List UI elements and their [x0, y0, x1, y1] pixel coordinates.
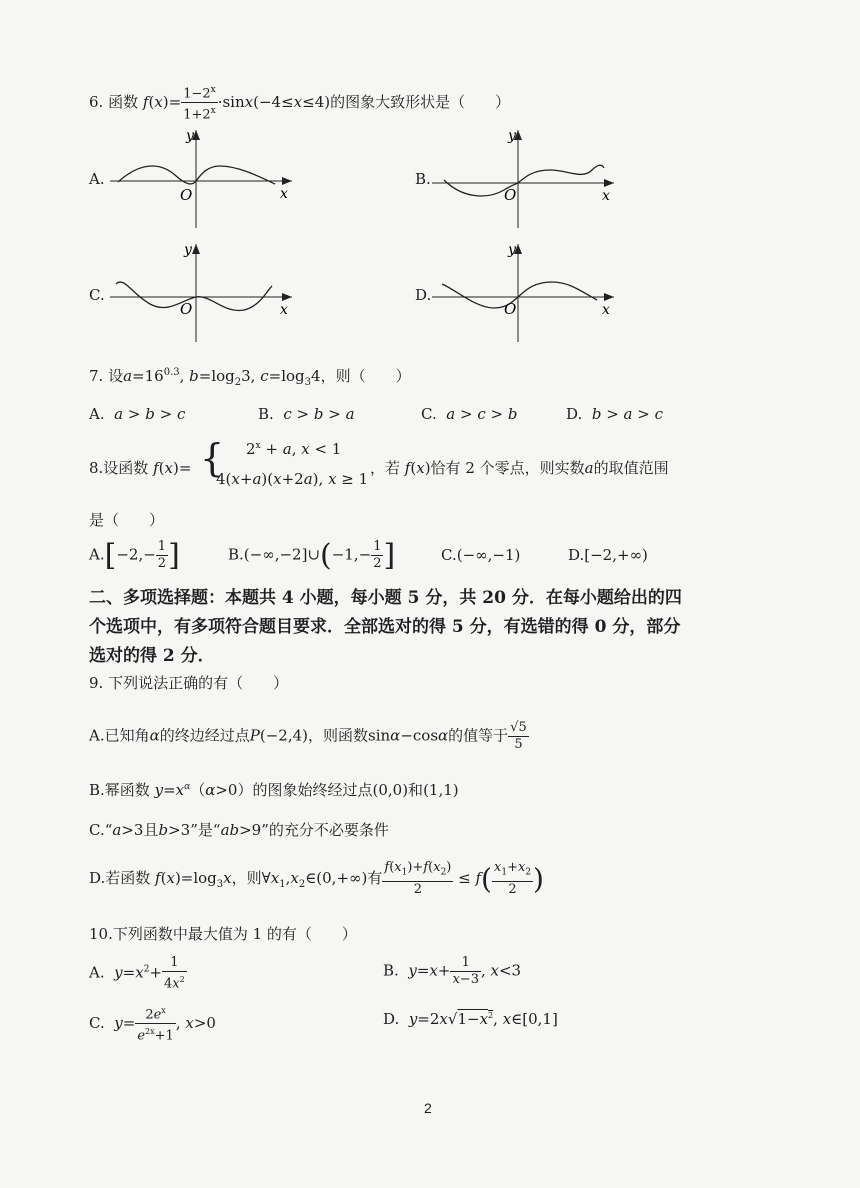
section2-line1: 二、多项选择题：本题共 4 小题，每小题 5 分，共 20 分．在每小题给出的四	[89, 588, 682, 608]
q8-option-c: C.(−∞,−1)	[441, 546, 521, 564]
q8-case-2: 4(x+a)(x+2a), x ≥ 1	[216, 470, 369, 488]
q9-option-b: B.幂函数 $y=x^\alpha(\alpha>0)$的图象始终经过点(0,0)和(1,1)	[89, 781, 459, 799]
origin-label: O	[180, 300, 193, 318]
q6-option-c-label: C.	[89, 286, 105, 304]
section2-line3: 选对的得 2 分．	[89, 646, 215, 666]
q9-option-d: D.若函数 $f(x)=\log_3x$，则$\forall x_1,x_2\in(0,+\infty)$有 $\frac{f(x_1)+f(x_2)}{2}$ ≤ f( $\frac{x_1+x_2}{2}$ )	[89, 860, 544, 897]
q6-stem: 6. 函数 f(x)= $\frac{1-2^x}{1+2^x}$ ·sinx(−4≤x≤4)的图象大致形状是（ ）	[89, 82, 510, 124]
x-arrow-icon	[604, 179, 614, 187]
x-axis-label: x	[602, 188, 610, 204]
y-axis-label: y	[508, 242, 516, 258]
q10-option-c: C. y= $\frac{2e^x}{e^{2x}+1}$ , x>0	[89, 1003, 216, 1045]
q8-option-d: D.[−2,+∞)	[568, 546, 648, 564]
q8-stem-pre: 8.设函数 f(x)=	[89, 459, 192, 477]
q9-stem: 9. 下列说法正确的有（ ）	[89, 674, 289, 692]
q10-option-a: A. $y=x^2+$ $\frac{1}{4x^2}$	[89, 955, 185, 992]
q7-option-c: C. a > c > b	[421, 405, 518, 423]
q7-option-a: A. a > b > c	[89, 405, 186, 423]
q6-graph-d	[432, 242, 622, 342]
q8-brace: {	[200, 436, 225, 480]
q7-option-d: D. b > a > c	[566, 405, 663, 423]
x-arrow-icon	[282, 177, 292, 185]
y-axis-label: y	[508, 128, 516, 144]
q8-option-b: B.(−∞,−2]∪(−1,− $\frac{1}{2}$ ]	[228, 538, 396, 573]
q10-option-d: D. $y=2x√1-x^2$, x∈[0,1]	[383, 1010, 558, 1028]
y-axis-label: y	[186, 128, 194, 144]
x-axis-label: x	[280, 186, 288, 202]
q8-stem-post: ，若 f(x)恰有 2 个零点，则实数a的取值范围	[370, 459, 669, 477]
q6-option-d-label: D.	[415, 286, 432, 304]
q6-graph-c	[110, 242, 300, 342]
section2-line2: 个选项中，有多项符合题目要求．全部选对的得 5 分，有选错的得 0 分，部分	[89, 617, 681, 637]
q8-stem-line2: 是（ ）	[89, 511, 165, 529]
q6-option-a-label: A.	[89, 170, 105, 188]
q8-option-a: A.[−2,− $\frac{1}{2}$ ]	[89, 538, 180, 573]
x-arrow-icon	[282, 293, 292, 301]
q9-option-a: A.已知角α的终边经过点P(−2,4)，则函数sinα−cosα的值等于 $\frac{√5}{5}$	[89, 720, 527, 752]
x-axis-label: x	[280, 302, 288, 318]
origin-label: O	[504, 186, 517, 204]
q6-option-b-label: B.	[415, 170, 431, 188]
q6-graph-a	[110, 128, 300, 228]
origin-label: O	[504, 300, 517, 318]
y-arrow-icon	[192, 244, 200, 254]
x-axis-label: x	[602, 302, 610, 318]
y-axis-label: y	[184, 242, 192, 258]
page-number: 2	[424, 1100, 432, 1116]
q7-stem: 7. 设$a=16^{0.3}$, $b=\log_23$, $c=\log_34$，则（ ）	[89, 367, 411, 388]
origin-label: O	[180, 186, 193, 204]
q6-graph-b	[432, 128, 622, 228]
q7-option-b: B. c > b > a	[258, 405, 355, 423]
x-arrow-icon	[604, 293, 614, 301]
q9-option-c: C.“a>3且b>3”是“ab>9”的充分不必要条件	[89, 821, 389, 839]
q10-option-b: B. y=x+ $\frac{1}{x-3}$ , x<3	[383, 955, 522, 987]
q8-case-1: $2^x + a$, x < 1	[246, 440, 342, 458]
q10-stem: 10.下列函数中最大值为 1 的有（ ）	[89, 925, 357, 943]
